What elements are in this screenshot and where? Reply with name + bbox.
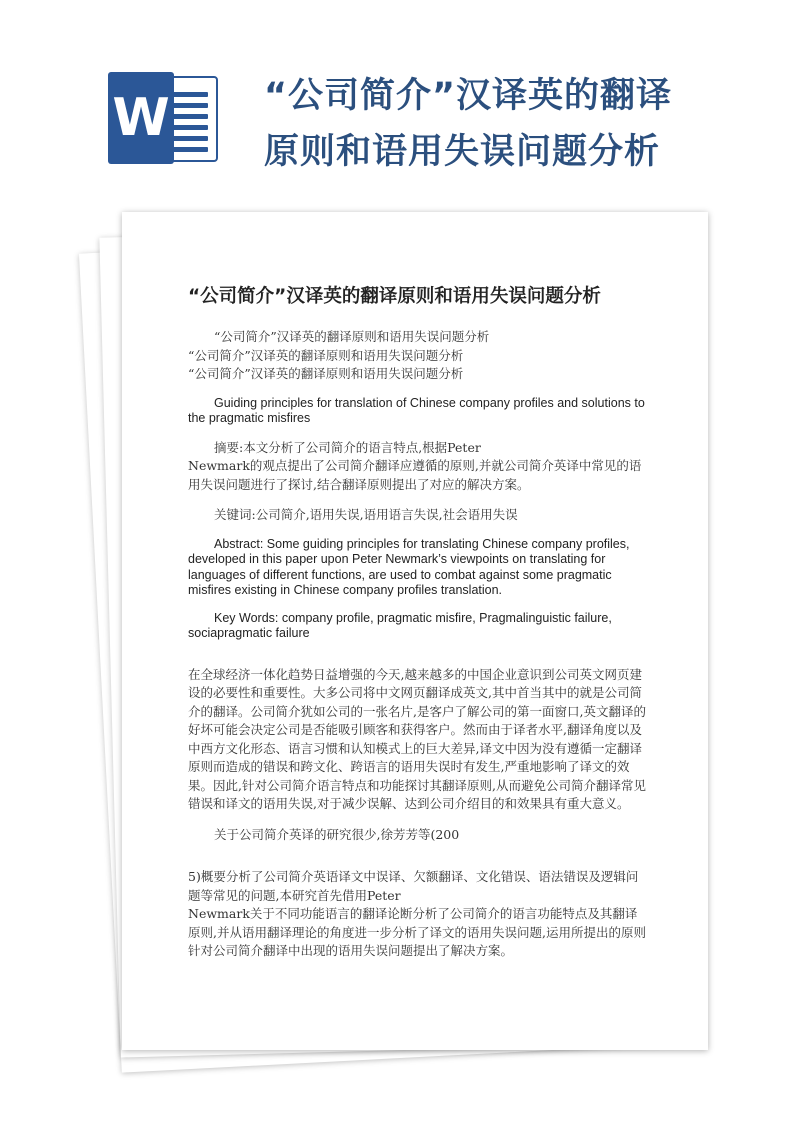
header-title: “公司简介”汉译英的翻译原则和语用失误问题分析	[264, 76, 673, 172]
document-content	[188, 328, 648, 961]
english-title: Guiding principles for translation of Chinese company profiles and solutions to the pragmatic misfires	[188, 395, 645, 425]
word-letter: W	[108, 72, 174, 164]
word-logo-icon	[108, 72, 220, 164]
body-paragraph-4: Newmark关于不同功能语言的翻译论断分析了公司简介的语言功能特点及其翻译原则,并从语用翻译理论的角度进一步分析了译文的语用失误问题,运用所提出的原则针对公司简介翻译中出现的语用失误问题提出了解决方案。	[188, 906, 646, 958]
repeat-line-2: “公司简介”汉译英的翻译原则和语用失误问题分析	[188, 347, 464, 363]
repeat-line-3: “公司简介”汉译英的翻译原则和语用失误问题分析	[188, 366, 464, 381]
keywords-en: Key Words: company profile, pragmatic misfire, Pragmalinguistic failure, sociapragmatic failure	[188, 610, 612, 640]
repeat-line-1: “公司简介”汉译英的翻译原则和语用失误问题分析	[214, 329, 490, 344]
document-title: “公司简介”汉译英的翻译原则和语用失误问题分析	[188, 286, 601, 307]
abstract-cn-line-1: 摘要:本文分析了公司简介的语言特点,根据Peter	[214, 439, 481, 455]
abstract-en: Abstract: Some guiding principles for translating Chinese company profiles, developed in this paper upon Peter Newmark’s viewpoints on translating for languages of different functions, are used to combat against some pragmatic misfires existing in Chinese company profiles translation.	[188, 536, 630, 597]
body-paragraph-3: 5)概要分析了公司简介英语译文中误译、欠额翻译、文化错误、语法错误及逻辑问题等常见的问题,本研究首先借用Peter	[188, 869, 639, 903]
abstract-cn-body: Newmark的观点提出了公司简介翻译应遵循的原则,并就公司简介英译中常见的语用失误问题进行了探讨,结合翻译原则提出了对应的解决方案。	[188, 458, 642, 492]
body-paragraph-1: 在全球经济一体化趋势日益增强的今天,越来越多的中国企业意识到公司英文网页建设的必要性和重要性。大多公司将中文网页翻译成英文,其中首当其中的就是公司简介的翻译。公司简介犹如公司的一张名片,是客户了解公司的第一面窗口,英文翻译的好坏可能会决定公司是否能吸引顾客和获得客户。然而由于译者水平,翻译角度以及中西方文化形态、语言习惯和认知模式上的巨大差异,译文中因为没有遵循一定翻译原则而造成的错误和跨文化、跨语言的语用失误时有发生,严重地影响了译文的效果。因此,针对公司简介语言特点和功能探讨其翻译原则,从而避免公司简介翻译常见错误和译文的语用失误,对于减少误解、达到公司介绍目的和效果具有重大意义。	[188, 666, 646, 811]
body-paragraph-2: 关于公司简介英译的研究很少,徐芳芳等(200	[214, 826, 460, 842]
keywords-cn: 关键词:公司简介,语用失误,语用语言失误,社会语用失误	[214, 507, 518, 522]
